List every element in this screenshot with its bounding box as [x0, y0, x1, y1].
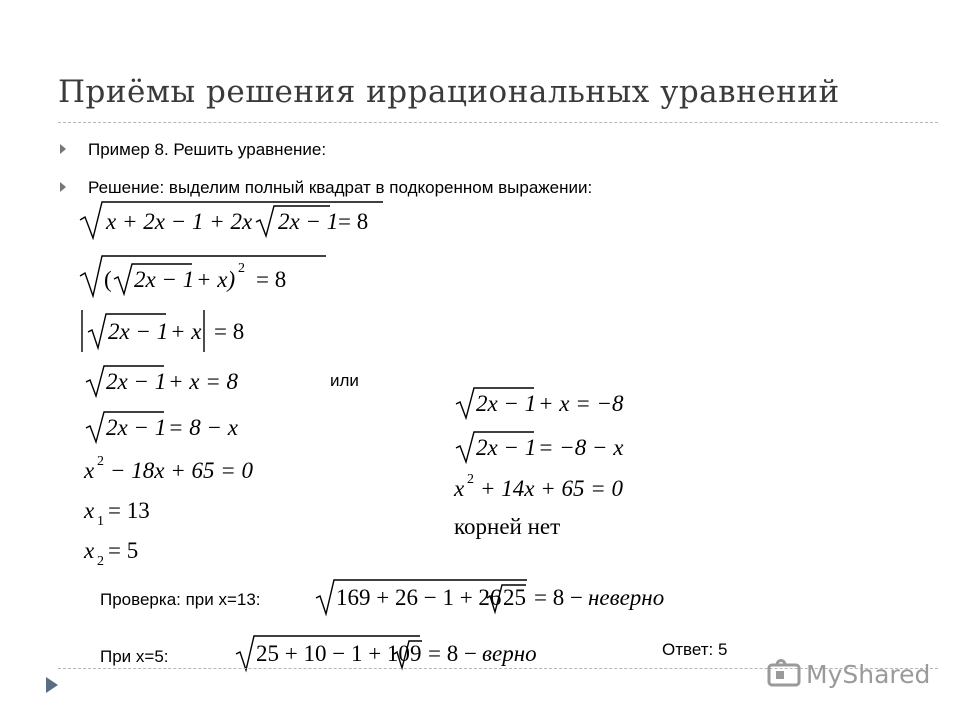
watermark-text: MyShared — [806, 660, 931, 689]
svg-text:2: 2 — [238, 261, 245, 276]
svg-text:2x − 1: 2x − 1 — [134, 267, 195, 292]
equation-square — [78, 252, 308, 300]
bullet-text: Пример 8. Решить уравнение: — [88, 140, 327, 159]
svg-text:2: 2 — [467, 472, 474, 487]
svg-text:= 13: = 13 — [108, 498, 150, 523]
svg-text:2x − 1: 2x − 1 — [476, 391, 537, 416]
svg-text:x + 2x − 1 + 2x: x + 2x − 1 + 2x — [106, 209, 253, 234]
left-case-2 — [82, 408, 262, 446]
svg-text:+ x: + x — [170, 319, 202, 344]
svg-text:= 8 −: = 8 − — [534, 585, 583, 610]
svg-text:x: x — [84, 538, 95, 563]
check-5-label: При x=5: — [100, 647, 169, 666]
svg-text:2x − 1: 2x − 1 — [108, 319, 169, 344]
svg-text:25: 25 — [503, 585, 526, 610]
root-x2 — [84, 534, 184, 570]
svg-text:2x − 1: 2x − 1 — [278, 209, 339, 234]
equation-original — [78, 198, 388, 242]
svg-text:верно: верно — [482, 641, 537, 666]
mouse-icon — [767, 657, 803, 689]
slide-title: Приёмы решения иррациональных уравнений — [58, 74, 840, 110]
svg-text:(: ( — [104, 267, 112, 292]
svg-text:= 8: = 8 — [338, 209, 369, 234]
svg-text:= 8 −: = 8 − — [428, 641, 477, 666]
svg-text:x: x — [454, 476, 465, 501]
svg-text:− 18x + 65 = 0: − 18x + 65 = 0 — [110, 458, 254, 483]
svg-text:+ x): + x) — [196, 267, 236, 292]
next-slide-arrow-icon[interactable] — [46, 677, 58, 693]
svg-text:= 5: = 5 — [108, 538, 139, 563]
bullet-text: Решение: выделим полный квадрат в подкоренном выражении: — [88, 178, 593, 197]
svg-text:x: x — [84, 498, 95, 523]
svg-text:+ 14x + 65 = 0: + 14x + 65 = 0 — [480, 476, 624, 501]
svg-text:неверно: неверно — [588, 585, 665, 610]
svg-text:= −8 − x: = −8 − x — [538, 435, 624, 460]
bullet-example — [88, 140, 326, 160]
bullet-arrow-icon — [60, 182, 66, 192]
svg-text:2x − 1: 2x − 1 — [106, 369, 167, 394]
svg-text:169 + 26 − 1 + 26: 169 + 26 − 1 + 26 — [336, 585, 502, 610]
svg-text:= 8 − x: = 8 − x — [168, 415, 238, 440]
svg-text:корней нет: корней нет — [454, 514, 561, 539]
left-case-1 — [82, 362, 262, 400]
svg-text:2: 2 — [97, 554, 104, 569]
left-quadratic — [84, 452, 274, 488]
check-5-expression — [232, 632, 552, 672]
right-case-1 — [452, 384, 652, 422]
svg-text:25 + 10 − 1 + 10: 25 + 10 − 1 + 10 — [256, 641, 410, 666]
root-x1 — [84, 494, 184, 530]
right-quadratic — [454, 472, 654, 508]
svg-text:2x − 1: 2x − 1 — [106, 415, 167, 440]
svg-text:x: x — [84, 458, 95, 483]
svg-text:2x − 1: 2x − 1 — [476, 435, 537, 460]
svg-text:+ x = 8: + x = 8 — [168, 369, 238, 394]
check-label: Проверка: при x=13: — [100, 590, 261, 609]
svg-text:9: 9 — [410, 641, 422, 666]
svg-text:1: 1 — [97, 514, 104, 529]
svg-text:= 8: = 8 — [214, 319, 245, 344]
bullet-arrow-icon — [60, 144, 66, 154]
right-case-2 — [452, 428, 652, 466]
svg-text:2: 2 — [97, 454, 104, 469]
check-13-expression — [312, 576, 682, 616]
equation-abs — [78, 306, 268, 354]
svg-text:= 8: = 8 — [256, 267, 287, 292]
bullet-solution — [88, 178, 592, 198]
no-roots-text — [454, 510, 594, 544]
answer-text: Ответ: 5 — [662, 640, 728, 659]
svg-text:+ x = −8: + x = −8 — [538, 391, 624, 416]
title-divider — [58, 122, 938, 123]
or-label: или — [330, 371, 359, 390]
